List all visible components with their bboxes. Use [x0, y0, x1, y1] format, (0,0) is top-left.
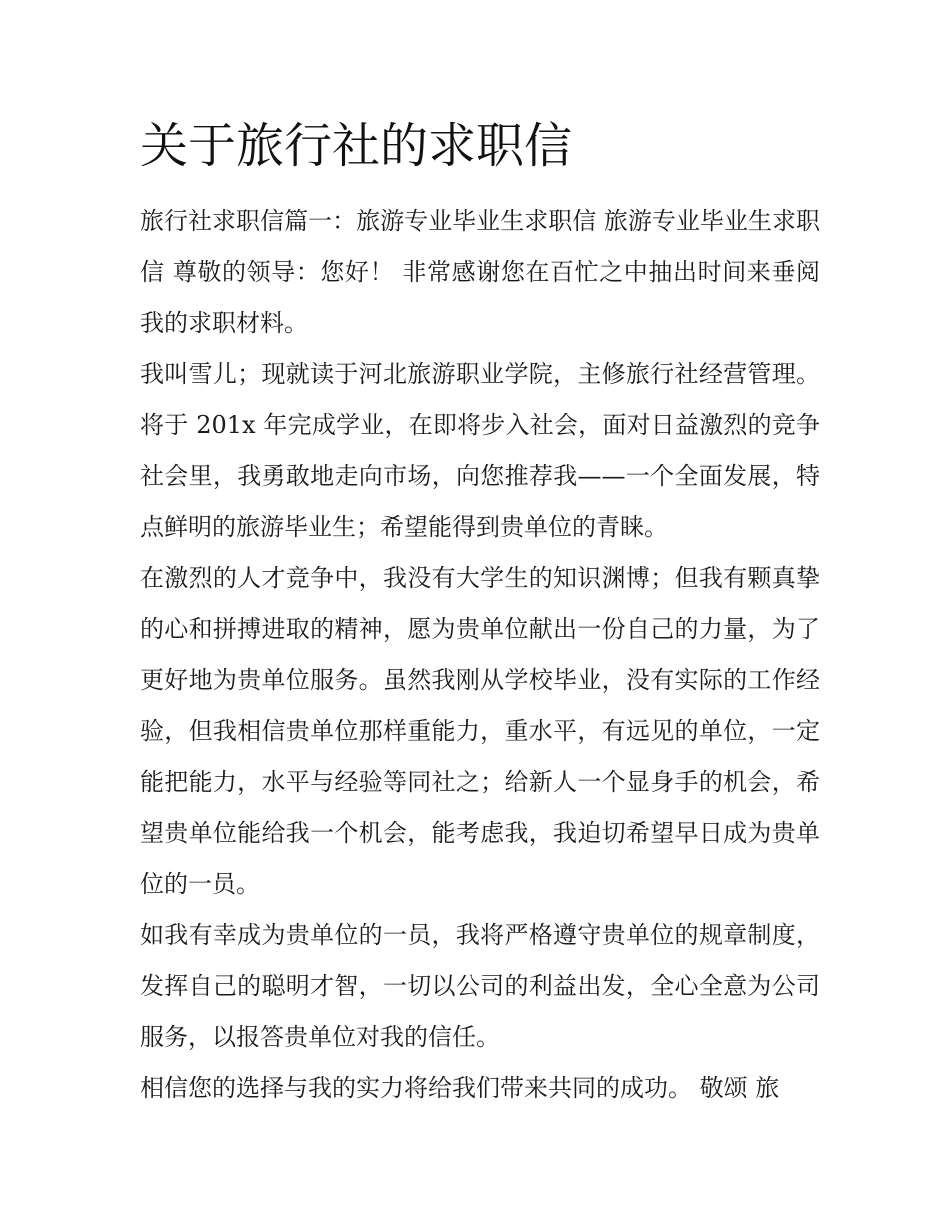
paragraph-closing: 相信您的选择与我的实力将给我们带来共同的成功。 敬颂 旅 — [140, 1074, 780, 1102]
document-title: 关于旅行社的求职信 — [140, 118, 573, 174]
paragraph-intro: 旅行社求职信篇一：旅游专业毕业生求职信 旅游专业毕业生求职信 尊敬的领导：您好！ 非常感谢您在百忙之中抽出时间来垂阅我的求职材料。 — [140, 207, 820, 337]
paragraph-commitment: 如我有幸成为贵单位的一员，我将严格遵守贵单位的规章制度，发挥自己的聪明才智，一切以公司的利益出发，全心全意为公司服务，以报答贵单位对我的信任。 — [140, 921, 820, 1051]
paragraph-motivation: 在激烈的人才竞争中，我没有大学生的知识渊博；但我有颗真挚的心和拼搏进取的精神，愿为贵单位献出一份自己的力量，为了更好地为贵单位服务。虽然我刚从学校毕业，没有实际的工作经验，但我相信贵单位那样重能力，重水平，有远见的单位，一定能把能力，水平与经验等同社之；给新人一个显身手的机会，希望贵单位能给我一个机会，能考虑我，我迫切希望早日成为贵单位的一员。 — [140, 564, 820, 898]
paragraph-self-introduction: 我叫雪儿；现就读于河北旅游职业学院，主修旅行社经营管理。将于 201x 年完成学业，在即将步入社会，面对日益激烈的竞争社会里，我勇敢地走向市场，向您推荐我——一个全面发展，特点鲜明的旅游毕业生；希望能得到贵单位的青睐。 — [140, 360, 820, 541]
document-body — [140, 196, 820, 1114]
